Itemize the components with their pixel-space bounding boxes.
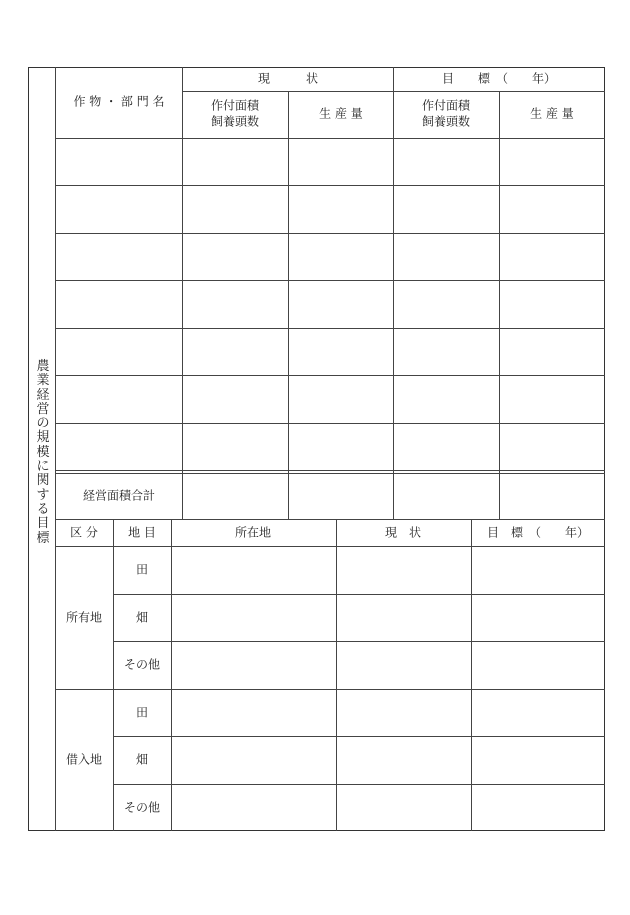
owned-other: その他 — [123, 657, 161, 672]
side-title: 農業経営の規模に関する目標 — [36, 359, 50, 546]
col-category: 区 分 — [70, 525, 98, 540]
owned-land-label: 所有地 — [65, 610, 103, 625]
target-area-line2: 飼養頭数 — [421, 114, 471, 129]
upper-col-divider-2 — [288, 91, 289, 519]
header-target: 目 標 （ 年） — [441, 71, 557, 86]
upper-bottom-line — [55, 519, 605, 520]
header-crop-department: 作 物 ・ 部 門 名 — [73, 94, 165, 109]
total-area-label: 経営面積合計 — [82, 488, 156, 503]
form-outer-border — [28, 67, 605, 831]
upper-col-divider-1 — [182, 67, 183, 519]
lower-group-line — [55, 689, 605, 690]
col-landtype: 地 目 — [128, 525, 156, 540]
lower-row-line-5 — [113, 784, 605, 785]
col-location: 所在地 — [234, 525, 272, 540]
row-line-6 — [55, 375, 605, 376]
target-area-line1: 作付面積 — [421, 98, 471, 113]
row-line-1 — [55, 138, 605, 139]
target-production: 生 産 量 — [530, 106, 574, 121]
leased-other: その他 — [123, 800, 161, 815]
owned-rice-field: 田 — [135, 562, 149, 577]
row-line-3 — [55, 233, 605, 234]
current-area-line1: 作付面積 — [210, 98, 260, 113]
lower-col-divider-4 — [471, 519, 472, 831]
leased-land-label: 借入地 — [65, 752, 103, 767]
col-target: 目 標 （ 年） — [486, 525, 590, 540]
header-split-line — [182, 91, 605, 92]
lower-col-divider-1 — [113, 519, 114, 831]
row-line-5 — [55, 328, 605, 329]
col-current: 現 状 — [384, 525, 422, 540]
lower-row-line-4 — [113, 736, 605, 737]
row-line-7 — [55, 423, 605, 424]
header-current: 現 状 — [257, 71, 319, 86]
lower-header-line — [55, 546, 605, 547]
lower-row-line-1 — [113, 594, 605, 595]
lower-col-divider-3 — [336, 519, 337, 831]
upper-col-divider-4 — [499, 91, 500, 519]
side-column-divider — [55, 67, 56, 831]
current-production: 生 産 量 — [319, 106, 363, 121]
double-line-top — [55, 470, 605, 471]
current-area-line2: 飼養頭数 — [210, 114, 260, 129]
leased-rice-field: 田 — [135, 705, 149, 720]
upper-col-divider-3 — [393, 67, 394, 519]
row-line-2 — [55, 185, 605, 186]
double-line-bottom — [55, 473, 605, 474]
lower-row-line-2 — [113, 641, 605, 642]
owned-upland-field: 畑 — [135, 610, 149, 625]
lower-col-divider-2 — [171, 519, 172, 831]
leased-upland-field: 畑 — [135, 752, 149, 767]
row-line-4 — [55, 280, 605, 281]
